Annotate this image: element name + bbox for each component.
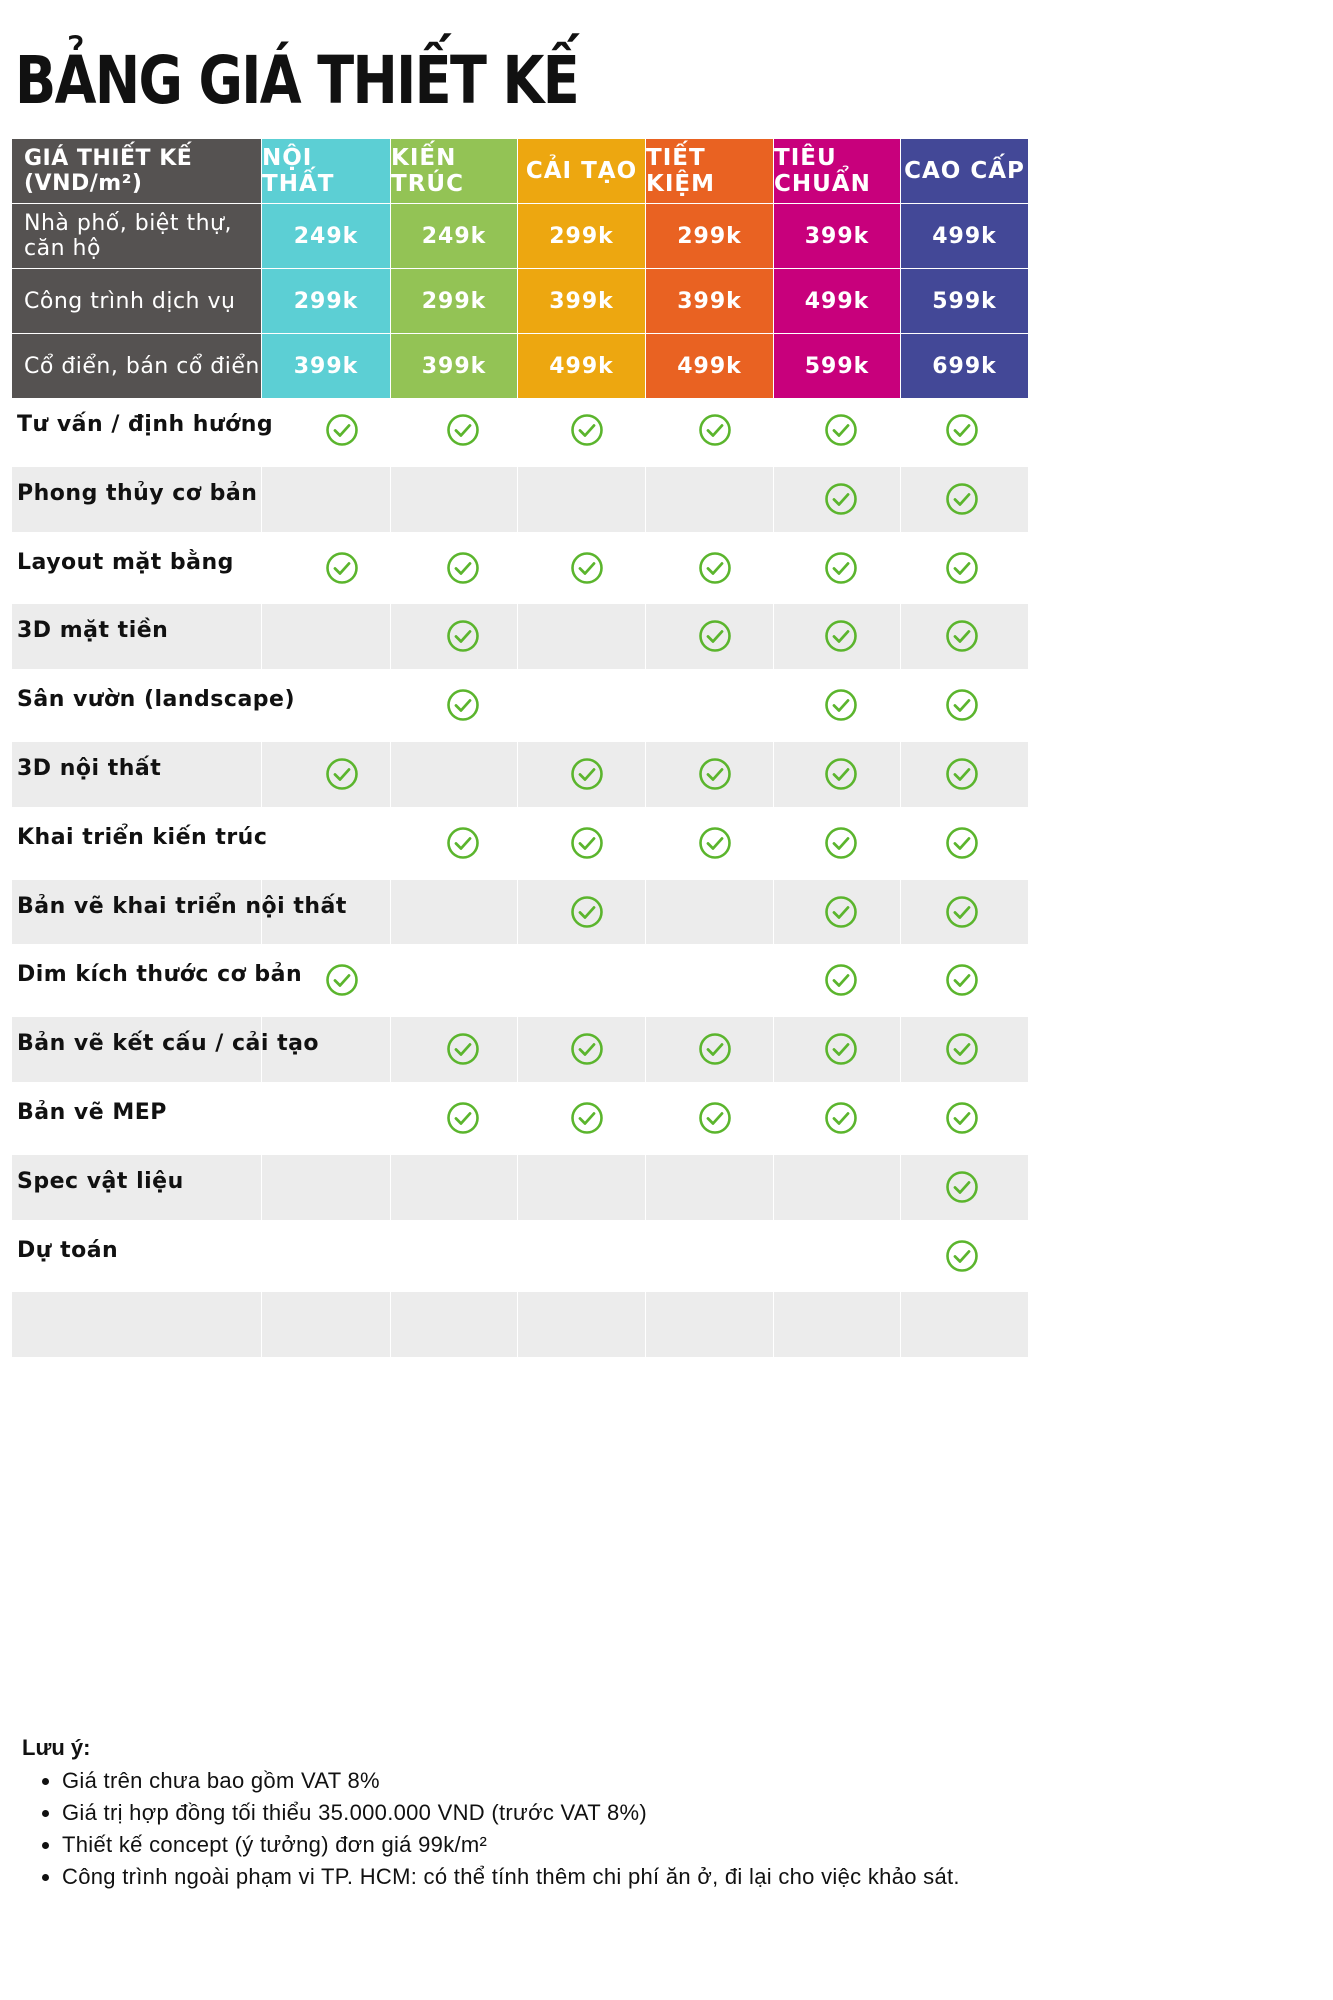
note-item: • Thiết kế concept (ý tưởng) đơn giá 99k/m² — [62, 1829, 960, 1861]
feature-row-bg — [774, 1292, 900, 1357]
price-row-label: Công trình dịch vụ — [12, 269, 261, 333]
column-header-6: CAO CẤP — [901, 139, 1028, 203]
price-cell: 499k — [646, 334, 773, 398]
check-circle-icon — [570, 757, 604, 791]
check-circle-icon — [570, 551, 604, 585]
feature-label: Spec vật liệu — [17, 1168, 184, 1194]
check-circle-icon — [945, 895, 979, 929]
feature-row-bg — [391, 1292, 517, 1357]
price-cell: 599k — [901, 269, 1028, 333]
feature-row-bg — [262, 467, 390, 532]
note-item: • Giá trị hợp đồng tối thiểu 35.000.000 VND (trước VAT 8%) — [62, 1797, 960, 1829]
price-cell: 299k — [646, 204, 773, 268]
page-title: BẢNG GIÁ THIẾT KẾ — [15, 42, 579, 119]
feature-row-bg — [646, 880, 773, 945]
feature-label: Layout mặt bằng — [17, 549, 234, 575]
feature-row-bg — [646, 1155, 773, 1220]
note-item: • Giá trên chưa bao gồm VAT 8% — [62, 1765, 960, 1797]
column-header-3: CẢI TẠO — [518, 139, 645, 203]
check-circle-icon — [945, 1239, 979, 1273]
price-cell: 249k — [262, 204, 390, 268]
price-cell: 399k — [646, 269, 773, 333]
check-circle-icon — [945, 1032, 979, 1066]
feature-row-bg — [262, 1292, 390, 1357]
check-circle-icon — [698, 413, 732, 447]
check-circle-icon — [945, 963, 979, 997]
check-circle-icon — [570, 1032, 604, 1066]
feature-label: 3D nội thất — [17, 756, 162, 781]
feature-row-bg — [391, 467, 517, 532]
check-circle-icon — [698, 551, 732, 585]
check-circle-icon — [698, 619, 732, 653]
price-cell: 599k — [774, 334, 900, 398]
check-circle-icon — [945, 688, 979, 722]
feature-row-bg — [391, 1155, 517, 1220]
check-circle-icon — [698, 1101, 732, 1135]
feature-row-bg — [391, 742, 517, 807]
check-circle-icon — [824, 688, 858, 722]
column-header-4: TIẾT KIỆM — [646, 139, 773, 203]
check-circle-icon — [824, 757, 858, 791]
feature-row-bg — [518, 1155, 645, 1220]
price-cell: 399k — [262, 334, 390, 398]
check-circle-icon — [446, 688, 480, 722]
check-circle-icon — [945, 826, 979, 860]
price-cell: 249k — [391, 204, 517, 268]
feature-label: 3D mặt tiền — [17, 618, 169, 644]
price-cell: 499k — [901, 204, 1028, 268]
column-header-1: NỘI THẤT — [262, 139, 390, 203]
check-circle-icon — [446, 551, 480, 585]
notes-section — [22, 1735, 960, 1893]
check-circle-icon — [945, 413, 979, 447]
price-cell: 299k — [262, 269, 390, 333]
column-header-5: TIÊU CHUẨN — [774, 139, 900, 203]
header-label: GIÁ THIẾT KẾ (VND/m²) — [12, 139, 261, 203]
price-cell: 299k — [391, 269, 517, 333]
check-circle-icon — [325, 413, 359, 447]
check-circle-icon — [570, 895, 604, 929]
check-circle-icon — [325, 963, 359, 997]
feature-label: Sân vườn (landscape) — [17, 687, 296, 713]
check-circle-icon — [824, 895, 858, 929]
check-circle-icon — [325, 551, 359, 585]
feature-label: Dự toán — [17, 1237, 119, 1263]
notes-title: Lưu ý: — [22, 1735, 91, 1760]
feature-label: Bản vẽ MEP — [17, 1100, 167, 1125]
check-circle-icon — [446, 619, 480, 653]
check-circle-icon — [824, 963, 858, 997]
price-row-label: Nhà phố, biệt thự, căn hộ — [12, 204, 261, 268]
feature-row-bg — [262, 1155, 390, 1220]
check-circle-icon — [945, 1170, 979, 1204]
check-circle-icon — [446, 1101, 480, 1135]
feature-row-bg — [901, 1292, 1028, 1357]
feature-label: Khai triển kiến trúc — [17, 824, 268, 850]
feature-row-bg — [262, 604, 390, 669]
price-row-label: Cổ điển, bán cổ điển — [12, 334, 261, 398]
feature-row-bg — [646, 1292, 773, 1357]
note-item: • Công trình ngoài phạm vi TP. HCM: có thể tính thêm chi phí ăn ở, đi lại cho việc khảo sát. — [62, 1861, 960, 1893]
check-circle-icon — [570, 1101, 604, 1135]
price-cell: 399k — [774, 204, 900, 268]
check-circle-icon — [698, 1032, 732, 1066]
price-cell: 299k — [518, 204, 645, 268]
feature-row-bg — [518, 1292, 645, 1357]
check-circle-icon — [824, 826, 858, 860]
check-circle-icon — [945, 619, 979, 653]
feature-label: Dim kích thước cơ bản — [17, 962, 303, 988]
check-circle-icon — [945, 1101, 979, 1135]
feature-row-bg — [391, 880, 517, 945]
check-circle-icon — [824, 413, 858, 447]
check-circle-icon — [824, 1032, 858, 1066]
feature-row-bg — [518, 467, 645, 532]
column-header-2: KIẾN TRÚC — [391, 139, 517, 203]
check-circle-icon — [824, 482, 858, 516]
check-circle-icon — [446, 826, 480, 860]
feature-label: Bản vẽ khai triển nội thất — [17, 893, 347, 919]
check-circle-icon — [824, 551, 858, 585]
feature-row-bg — [12, 1292, 261, 1357]
check-circle-icon — [570, 413, 604, 447]
feature-row-bg — [518, 604, 645, 669]
check-circle-icon — [945, 757, 979, 791]
check-circle-icon — [446, 413, 480, 447]
check-circle-icon — [824, 1101, 858, 1135]
price-cell: 399k — [391, 334, 517, 398]
feature-row-bg — [774, 1155, 900, 1220]
price-cell: 499k — [518, 334, 645, 398]
check-circle-icon — [698, 757, 732, 791]
check-circle-icon — [698, 826, 732, 860]
check-circle-icon — [945, 482, 979, 516]
price-cell: 499k — [774, 269, 900, 333]
feature-label: Phong thủy cơ bản — [17, 480, 258, 506]
feature-label: Bản vẽ kết cấu / cải tạo — [17, 1031, 320, 1057]
notes-list — [22, 1765, 960, 1893]
check-circle-icon — [325, 757, 359, 791]
check-circle-icon — [446, 1032, 480, 1066]
price-cell: 699k — [901, 334, 1028, 398]
feature-label: Tư vấn / định hướng — [17, 412, 274, 437]
check-circle-icon — [945, 551, 979, 585]
price-cell: 399k — [518, 269, 645, 333]
check-circle-icon — [824, 619, 858, 653]
check-circle-icon — [570, 826, 604, 860]
feature-row-bg — [646, 467, 773, 532]
